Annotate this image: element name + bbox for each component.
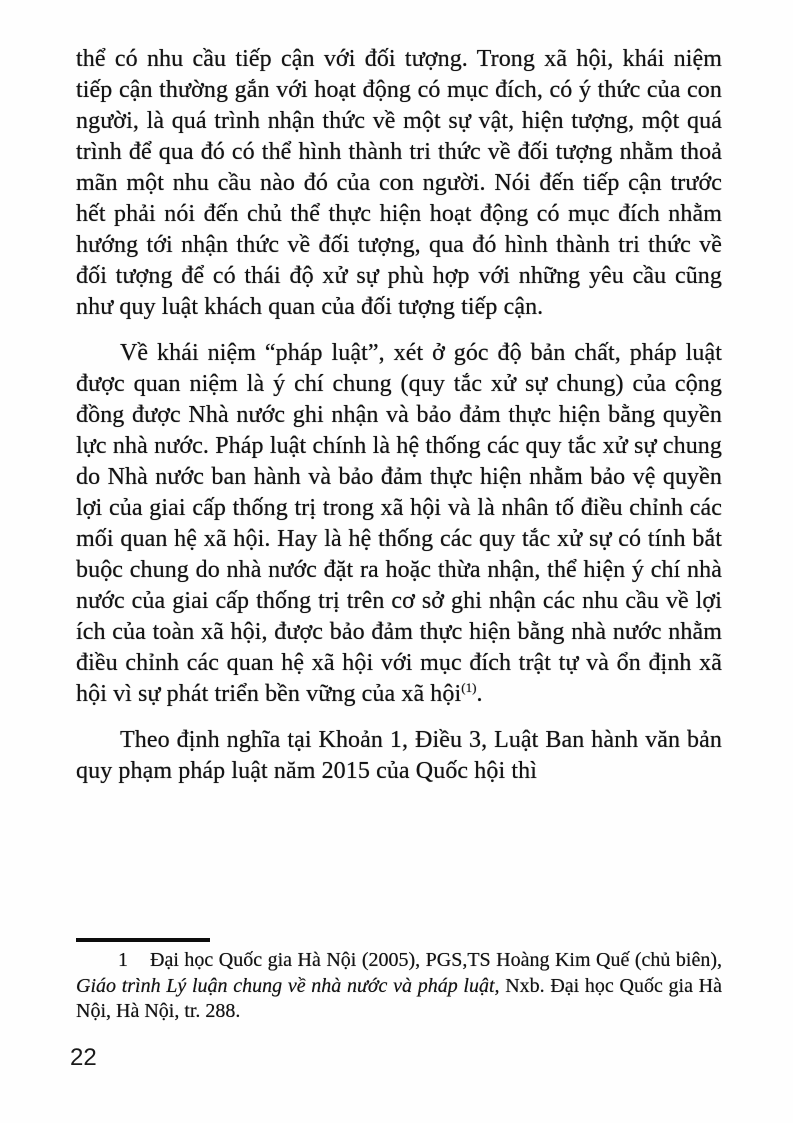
page-body	[76, 44, 722, 787]
footnote-number: 1	[118, 949, 128, 971]
footnote-book-title: Giáo trình Lý luận chung về nhà nước và pháp luật,	[76, 974, 500, 997]
footnote-reference-marker: (1)	[461, 680, 477, 695]
footnote-separator-rule	[76, 938, 210, 942]
paragraph-legal-definition	[76, 725, 722, 787]
footnote-area	[76, 938, 722, 1025]
paragraph-text: thể có nhu cầu tiếp cận với đối tượng. Trong xã hội, khái niệm tiếp cận thường gắn với hoạt động có mục đích, có ý thức của con người, là quá trình nhận thức về một sự vật, hiện tượng, một quá trình để qua đó có thể hình thành tri thức về đối tượng nhằm thoả mãn một nhu cầu nào đó của con người. Nói đến tiếp cận trước hết phải nói đến chủ thể thực hiện hoạt động có mục đích nhằm hướng tới nhận thức về đối tượng, qua đó hình thành tri thức về đối tượng để có thái độ xử sự phù hợp với những yêu cầu cũng như quy luật khách quan của đối tượng tiếp cận.	[76, 46, 722, 320]
paragraph-text: Về khái niệm “pháp luật”, xét ở góc độ bản chất, pháp luật được quan niệm là ý chí chung (quy tắc xử sự chung) của cộng đồng được Nhà nước ghi nhận và bảo đảm thực hiện bằng quyền lực nhà nước. Pháp luật chính là hệ thống các quy tắc xử sự chung do Nhà nước ban hành và bảo đảm thực hiện nhằm bảo vệ quyền lợi của giai cấp thống trị trong xã hội và là nhân tố điều chỉnh các mối quan hệ xã hội. Hay là hệ thống các quy tắc xử sự có tính bắt buộc chung do nhà nước đặt ra hoặc thừa nhận, thể hiện ý chí nhà nước của giai cấp thống trị trên cơ sở ghi nhận các nhu cầu về lợi ích của toàn xã hội, được bảo đảm thực hiện bằng nhà nước nhằm điều chỉnh các quan hệ xã hội với mục đích trật tự và ổn định xã hội vì sự phát triển bền vững của xã hội	[76, 340, 722, 707]
footnote-text-after-title: Nxb. Đại học Quốc gia Hà Nội, Hà Nội, tr. 288.	[76, 974, 722, 1022]
paragraph-text-after-ref: .	[476, 681, 483, 707]
footnote-text-before-title: Đại học Quốc gia Hà Nội (2005), PGS,TS Hoàng Kim Quế (chủ biên),	[150, 949, 722, 971]
paragraph-phap-luat-definition	[76, 338, 722, 710]
paragraph-continuation	[76, 44, 722, 323]
footnote	[76, 948, 722, 1025]
paragraph-text: Theo định nghĩa tại Khoản 1, Điều 3, Luật Ban hành văn bản quy phạm pháp luật năm 2015 của Quốc hội thì	[76, 727, 722, 784]
page-number: 22	[70, 1044, 97, 1071]
